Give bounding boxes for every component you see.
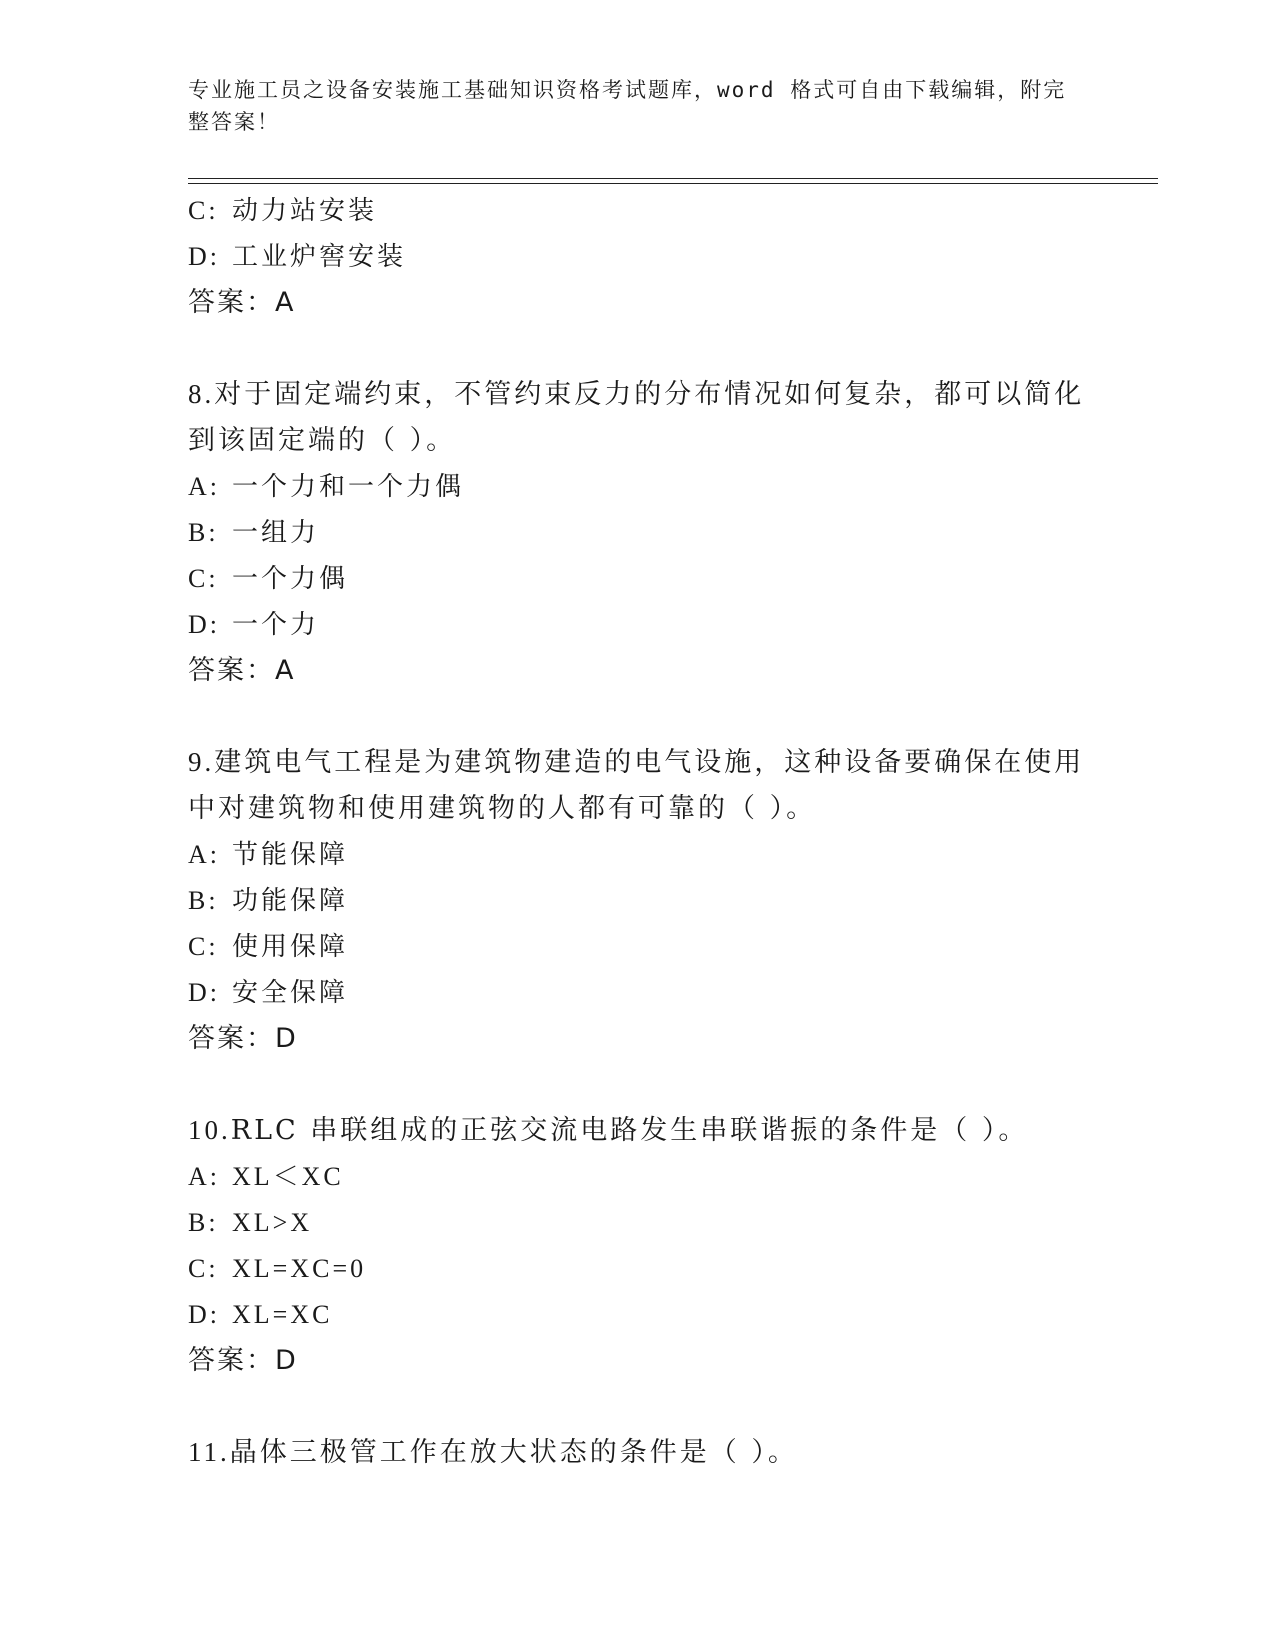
option-letter: A: [188, 840, 220, 869]
option-b [188, 510, 1088, 556]
option-text: 动力站安装 [232, 196, 378, 226]
question-text-line-2: 到该固定端的（ ）。 [188, 425, 457, 456]
option-text: 使用保障 [232, 932, 349, 962]
option-c [188, 924, 1088, 970]
header-divider-top [188, 178, 1158, 179]
option-d [188, 970, 1088, 1016]
answer-line: 答案：A [188, 287, 296, 318]
option-text: 功能保障 [232, 886, 349, 916]
option-letter: B: [188, 886, 219, 915]
option-b [188, 878, 1088, 924]
option-a [188, 1154, 1088, 1200]
option-letter: D: [188, 1300, 220, 1329]
option-text: 一个力 [232, 610, 320, 640]
option-letter: A: [188, 472, 220, 501]
question-number: 9. [188, 747, 215, 777]
question-9 [188, 739, 1088, 1062]
question-number: 10. [188, 1115, 231, 1145]
option-letter: C: [188, 1254, 219, 1283]
option-d [188, 602, 1088, 648]
answer-line: 答案：D [188, 1023, 298, 1054]
option-a [188, 464, 1088, 510]
question-text: 建筑电气工程是为建筑物建造的电气设施，这种设备要确保在使用 [214, 747, 1085, 778]
question-text: 对于固定端约束，不管约束反力的分布情况如何复杂，都可以简化 [214, 379, 1085, 410]
question-text-line-1 [188, 371, 1088, 418]
option-letter: C: [188, 564, 219, 593]
option-text: 工业炉窖安装 [232, 242, 407, 272]
question-number: 11. [188, 1437, 230, 1467]
option-d [188, 234, 1088, 280]
question-8 [188, 371, 1088, 694]
option-c [188, 188, 1088, 234]
option-letter: C: [188, 932, 219, 961]
option-letter: A: [188, 1162, 220, 1191]
option-letter: D: [188, 978, 220, 1007]
option-letter: C: [188, 196, 219, 225]
option-text: 节能保障 [232, 840, 349, 870]
answer-line: 答案：D [188, 1345, 298, 1376]
option-text: XL＜XC [232, 1162, 344, 1191]
answer-line: 答案：A [188, 655, 296, 686]
question-text-line-1 [188, 1429, 1088, 1476]
option-letter: D: [188, 610, 220, 639]
question-7-continuation [188, 188, 1088, 326]
question-text-line-1 [188, 1107, 1088, 1154]
option-c [188, 556, 1088, 602]
question-number: 8. [188, 379, 215, 409]
option-text: 一个力偶 [232, 564, 349, 594]
question-10 [188, 1107, 1088, 1384]
option-letter: B: [188, 1208, 219, 1237]
option-letter: D: [188, 242, 220, 271]
question-11 [188, 1429, 1088, 1476]
option-text: 安全保障 [232, 978, 349, 1008]
question-text: 晶体三极管工作在放大状态的条件是（ ）。 [229, 1437, 798, 1468]
document-header: 专业施工员之设备安装施工基础知识资格考试题库，word 格式可自由下载编辑，附完整答案！ [188, 78, 1067, 134]
option-d [188, 1292, 1088, 1338]
option-text: XL=XC=0 [232, 1254, 367, 1283]
option-b [188, 1200, 1088, 1246]
option-letter: B: [188, 518, 219, 547]
option-a [188, 832, 1088, 878]
option-text: 一组力 [232, 518, 320, 548]
question-text-line-1 [188, 739, 1088, 786]
option-text: XL>X [232, 1208, 313, 1237]
option-c [188, 1246, 1088, 1292]
option-text: 一个力和一个力偶 [232, 472, 465, 502]
header-divider-bottom [188, 183, 1158, 184]
question-text-line-2: 中对建筑物和使用建筑物的人都有可靠的（ ）。 [188, 793, 817, 824]
option-text: XL=XC [232, 1300, 333, 1329]
question-list [188, 188, 1088, 1476]
question-text: RLC 串联组成的正弦交流电路发生串联谐振的条件是（ ）。 [230, 1115, 1029, 1146]
